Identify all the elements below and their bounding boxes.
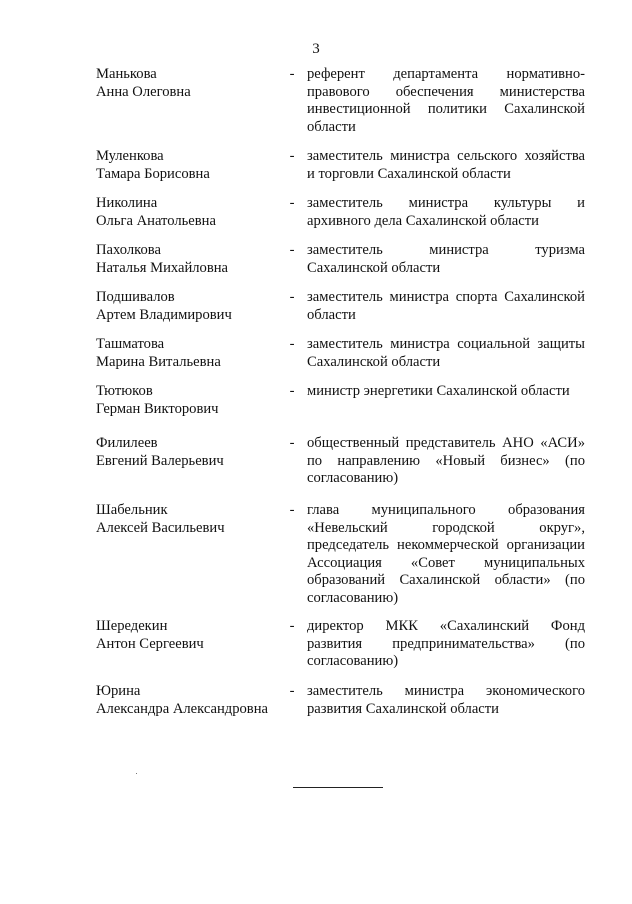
description-line: по направлению «Новый бизнес» (по	[307, 452, 585, 469]
dash-separator: -	[289, 618, 295, 634]
given-names: Герман Викторович	[96, 400, 219, 417]
position-description	[307, 618, 585, 671]
scan-speck	[136, 773, 137, 774]
description-line: «Невельский городской округ»,	[307, 519, 585, 536]
given-names: Марина Витальевна	[96, 353, 221, 370]
position-description	[307, 242, 585, 277]
dash-separator: -	[289, 66, 295, 82]
given-names: Тамара Борисовна	[96, 165, 210, 182]
dash-separator: -	[289, 289, 295, 305]
given-names: Наталья Михайловна	[96, 259, 229, 276]
given-names: Антон Сергеевич	[96, 635, 204, 652]
given-names: Артем Владимирович	[96, 306, 232, 323]
member-name	[96, 289, 286, 324]
description-line: Ассоциация «Совет муниципальных	[307, 554, 585, 571]
surname: Тютюков	[96, 383, 153, 399]
dash-separator: -	[289, 195, 295, 211]
description-line: заместитель министра экономического	[307, 683, 585, 699]
description-line: образований Сахалинской области» (по	[307, 572, 585, 588]
surname: Пахолкова	[96, 242, 161, 258]
member-name	[96, 435, 286, 470]
position-description	[307, 683, 585, 718]
dash-separator: -	[289, 502, 295, 518]
description-line: и торговли Сахалинской области	[307, 165, 511, 182]
description-line: референт департамента нормативно-	[307, 66, 585, 82]
dash-separator: -	[289, 336, 295, 352]
description-line: согласованию)	[307, 589, 399, 606]
dash-separator: -	[289, 435, 295, 451]
position-description	[307, 435, 585, 488]
dash-separator: -	[289, 242, 295, 258]
surname: Муленкова	[96, 148, 164, 164]
given-names: Ольга Анатольевна	[96, 212, 216, 229]
description-line: заместитель министра туризма	[307, 242, 585, 258]
surname: Шередекин	[96, 618, 168, 634]
surname: Филилеев	[96, 435, 158, 451]
description-line: глава муниципального образования	[307, 502, 585, 518]
description-line: министр энергетики Сахалинской области	[307, 383, 570, 399]
description-line: инвестиционной политики Сахалинской	[307, 101, 585, 117]
given-names: Анна Олеговна	[96, 83, 191, 100]
description-line: заместитель министра социальной защиты	[307, 336, 585, 352]
end-rule	[293, 787, 383, 788]
member-name	[96, 383, 286, 418]
surname: Юрина	[96, 683, 141, 699]
member-name	[96, 148, 286, 183]
dash-separator: -	[289, 148, 295, 164]
description-line: председатель некоммерческой организации	[307, 537, 585, 553]
member-name	[96, 683, 286, 718]
member-name	[96, 66, 286, 101]
page-number: 3	[312, 41, 320, 57]
description-line: Сахалинской области	[307, 259, 441, 276]
description-line: области	[307, 118, 356, 135]
surname: Манькова	[96, 66, 157, 82]
member-name	[96, 195, 286, 230]
description-line: архивного дела Сахалинской области	[307, 212, 539, 229]
description-line: области	[307, 306, 356, 323]
position-description	[307, 383, 585, 401]
description-line: согласованию)	[307, 470, 399, 486]
member-name	[96, 618, 286, 653]
surname: Подшивалов	[96, 289, 175, 305]
member-name	[96, 336, 286, 371]
given-names: Александра Александровна	[96, 700, 268, 717]
description-line: правового обеспечения министерства	[307, 83, 585, 100]
position-description	[307, 289, 585, 324]
description-line: директор МКК «Сахалинский Фонд	[307, 618, 585, 634]
surname: Ташматова	[96, 336, 165, 352]
dash-separator: -	[289, 683, 295, 699]
position-description	[307, 502, 585, 607]
given-names: Евгений Валерьевич	[96, 452, 224, 469]
description-line: заместитель министра сельского хозяйства	[307, 148, 585, 164]
dash-separator: -	[289, 383, 295, 399]
description-line: согласованию)	[307, 653, 399, 669]
given-names: Алексей Васильевич	[96, 519, 225, 536]
member-name	[96, 502, 286, 537]
position-description	[307, 195, 585, 230]
position-description	[307, 66, 585, 136]
description-line: общественный представитель АНО «АСИ»	[307, 435, 585, 451]
description-line: развития Сахалинской области	[307, 700, 499, 717]
description-line: заместитель министра культуры и	[307, 195, 585, 211]
description-line: Сахалинской области	[307, 353, 441, 370]
position-description	[307, 148, 585, 183]
surname: Шабельник	[96, 502, 168, 518]
description-line: развития предпринимательства» (по	[307, 635, 585, 652]
description-line: заместитель министра спорта Сахалинской	[307, 289, 585, 305]
member-name	[96, 242, 286, 277]
surname: Николина	[96, 195, 158, 211]
position-description	[307, 336, 585, 371]
